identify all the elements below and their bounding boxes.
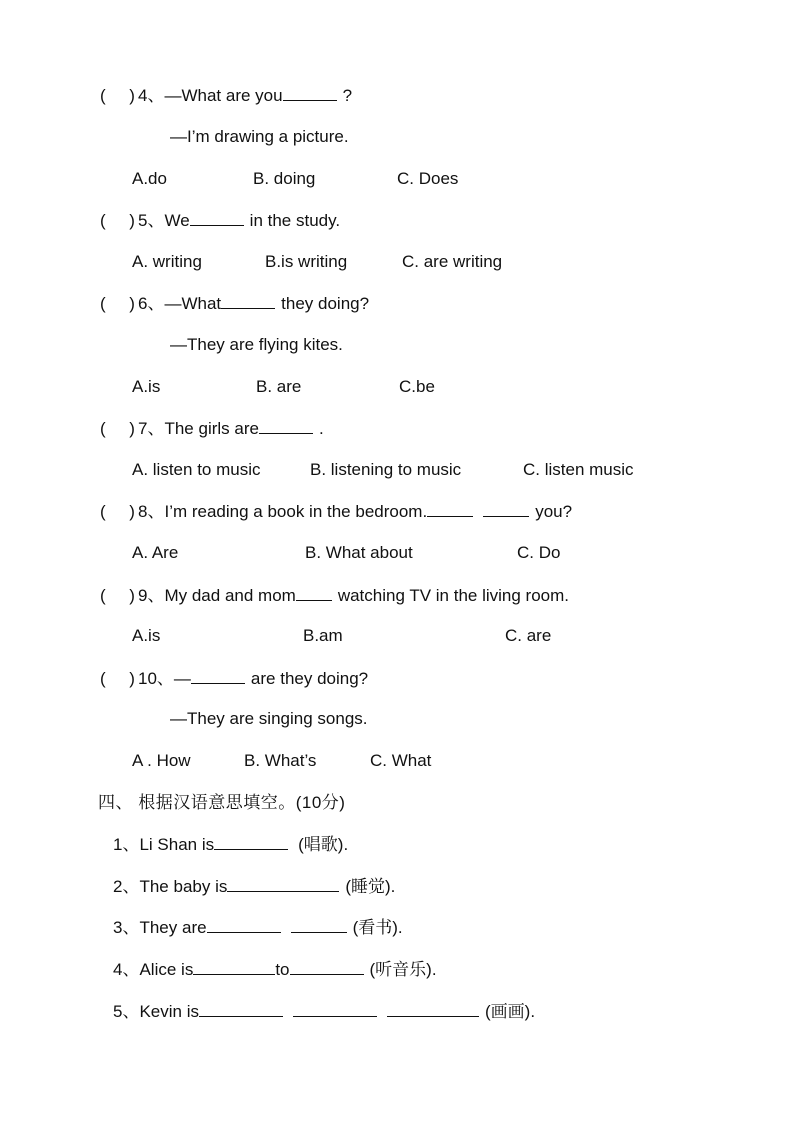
option-a: A. listen to music xyxy=(132,460,261,479)
fill-blank[interactable] xyxy=(207,916,281,933)
fill-blank[interactable] xyxy=(227,875,339,892)
question-6: ( ) 6、—What they doing? xyxy=(100,294,370,313)
option-a: A.do xyxy=(132,169,167,188)
fill-item-1: 1、Li Shan is (唱歌). xyxy=(113,835,349,854)
question-5: ( ) 5、We in the study. xyxy=(100,211,341,230)
section-4-title: 四、 根据汉语意思填空。(10分) xyxy=(98,793,346,812)
answer-parens[interactable]: ( ) xyxy=(100,294,135,313)
question-7: ( ) 7、The girls are . xyxy=(100,419,324,438)
option-c: C.be xyxy=(399,377,435,396)
option-c: C. Does xyxy=(397,169,459,188)
fill-blank[interactable] xyxy=(214,833,288,850)
option-c: C. listen music xyxy=(523,460,634,479)
answer-parens[interactable]: ( ) xyxy=(100,502,135,521)
answer-parens[interactable]: ( ) xyxy=(100,86,135,105)
answer-blank[interactable] xyxy=(221,292,275,309)
fill-item-4: 4、Alice is to (听音乐). xyxy=(113,960,437,979)
option-a: A.is xyxy=(132,626,161,645)
fill-blank[interactable] xyxy=(199,1000,283,1017)
fill-blank[interactable] xyxy=(293,1000,377,1017)
question-9: ( ) 9、My dad and mom watching TV in the living room. xyxy=(100,586,569,605)
question-6-answer: —They are flying kites. xyxy=(170,335,343,354)
option-b: B. What about xyxy=(305,543,413,562)
question-4: ( ) 4、—What are you ? xyxy=(100,86,353,105)
fill-item-5: 5、Kevin is (画画). xyxy=(113,1002,536,1021)
option-b: B. are xyxy=(256,377,302,396)
option-c: C. What xyxy=(370,751,432,770)
option-b: B. listening to music xyxy=(310,460,462,479)
question-8: ( ) 8、I’m reading a book in the bedroom. you? xyxy=(100,502,573,521)
question-4-answer: —I’m drawing a picture. xyxy=(170,127,349,146)
option-b: B. What’s xyxy=(244,751,317,770)
option-c: C. are xyxy=(505,626,552,645)
answer-blank[interactable] xyxy=(191,667,245,684)
answer-blank[interactable] xyxy=(427,500,473,517)
fill-blank[interactable] xyxy=(193,958,275,975)
answer-parens[interactable]: ( ) xyxy=(100,419,135,438)
option-b: B. doing xyxy=(253,169,316,188)
answer-blank[interactable] xyxy=(190,209,244,226)
option-a: A. writing xyxy=(132,252,202,271)
answer-parens[interactable]: ( ) xyxy=(100,669,135,688)
question-number: 4 xyxy=(138,86,148,105)
fill-item-2: 2、The baby is (睡觉). xyxy=(113,877,396,896)
question-10-answer: —They are singing songs. xyxy=(170,709,368,728)
question-text: —What are you xyxy=(164,86,283,105)
option-a: A . How xyxy=(132,751,191,770)
fill-blank[interactable] xyxy=(290,958,364,975)
answer-blank[interactable] xyxy=(296,584,332,601)
answer-blank[interactable] xyxy=(283,84,337,101)
answer-blank[interactable] xyxy=(259,417,313,434)
option-c: C. are writing xyxy=(402,252,503,271)
answer-blank[interactable] xyxy=(483,500,529,517)
option-c: C. Do xyxy=(517,543,561,562)
fill-item-3: 3、They are (看书). xyxy=(113,918,403,937)
option-b: B.is writing xyxy=(265,252,348,271)
option-b: B.am xyxy=(303,626,343,645)
option-a: A. Are xyxy=(132,543,179,562)
answer-parens[interactable]: ( ) xyxy=(100,211,135,230)
fill-blank[interactable] xyxy=(291,916,347,933)
question-10: ( ) 10、— are they doing? xyxy=(100,669,369,688)
option-a: A.is xyxy=(132,377,161,396)
fill-blank[interactable] xyxy=(387,1000,479,1017)
answer-parens[interactable]: ( ) xyxy=(100,586,135,605)
